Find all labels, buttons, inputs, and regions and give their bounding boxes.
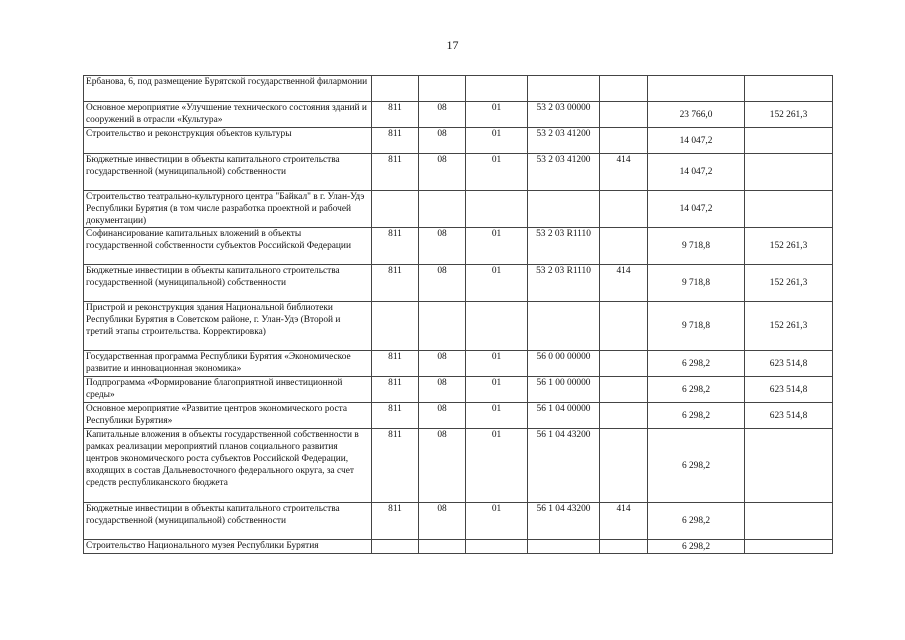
article-code <box>528 540 600 554</box>
section-code <box>419 302 466 351</box>
table-row <box>84 102 833 128</box>
row-name: Строительство театрально-культурного центра "Байкал" в г. Улан-Удэ Республики Бурятия (в том числе разработка проектной и рабочей документации) <box>84 191 372 228</box>
amount-1: 6 298,2 <box>648 540 745 554</box>
table-row <box>84 503 833 540</box>
row-name: Строительство Национального музея Республики Бурятия <box>84 540 372 554</box>
expense-type-code <box>600 302 648 351</box>
row-name: Основное мероприятие «Развитие центров экономического роста Республики Бурятия» <box>84 403 372 429</box>
ministry-code <box>372 76 419 102</box>
ministry-code: 811 <box>372 429 419 503</box>
section-code: 08 <box>419 351 466 377</box>
amount-2 <box>745 540 833 554</box>
subsection-code: 01 <box>466 128 528 154</box>
table-row <box>84 351 833 377</box>
table-row <box>84 403 833 429</box>
expense-type-code <box>600 540 648 554</box>
expense-type-code <box>600 403 648 429</box>
amount-2: 152 261,3 <box>745 302 833 351</box>
table-row <box>84 302 833 351</box>
section-code: 08 <box>419 377 466 403</box>
table-row <box>84 128 833 154</box>
amount-2 <box>745 429 833 503</box>
article-code: 53 2 03 41200 <box>528 154 600 191</box>
subsection-code <box>466 191 528 228</box>
budget-table <box>83 75 833 554</box>
section-code: 08 <box>419 265 466 302</box>
section-code <box>419 191 466 228</box>
table-row <box>84 191 833 228</box>
ministry-code: 811 <box>372 265 419 302</box>
row-name: Бюджетные инвестиции в объекты капитального строительства государственной (муниципальной) собственности <box>84 265 372 302</box>
amount-1: 6 298,2 <box>648 403 745 429</box>
row-name: Государственная программа Республики Бурятия «Экономическое развитие и инновационная экономика» <box>84 351 372 377</box>
table-row <box>84 540 833 554</box>
amount-2 <box>745 154 833 191</box>
ministry-code: 811 <box>372 351 419 377</box>
amount-2 <box>745 503 833 540</box>
expense-type-code <box>600 76 648 102</box>
amount-1: 6 298,2 <box>648 377 745 403</box>
article-code: 56 1 04 43200 <box>528 503 600 540</box>
ministry-code: 811 <box>372 128 419 154</box>
article-code: 56 1 04 00000 <box>528 403 600 429</box>
article-code: 56 1 04 43200 <box>528 429 600 503</box>
table-row <box>84 429 833 503</box>
table-row <box>84 76 833 102</box>
subsection-code: 01 <box>466 154 528 191</box>
subsection-code: 01 <box>466 102 528 128</box>
ministry-code: 811 <box>372 377 419 403</box>
amount-1: 14 047,2 <box>648 191 745 228</box>
expense-type-code <box>600 377 648 403</box>
amount-2: 623 514,8 <box>745 377 833 403</box>
section-code: 08 <box>419 228 466 265</box>
amount-1: 14 047,2 <box>648 154 745 191</box>
amount-1: 6 298,2 <box>648 429 745 503</box>
subsection-code: 01 <box>466 403 528 429</box>
expense-type-code <box>600 429 648 503</box>
subsection-code <box>466 76 528 102</box>
subsection-code: 01 <box>466 429 528 503</box>
section-code: 08 <box>419 403 466 429</box>
article-code: 53 2 03 R1110 <box>528 265 600 302</box>
row-name: Бюджетные инвестиции в объекты капитального строительства государственной (муниципальной) собственности <box>84 154 372 191</box>
section-code: 08 <box>419 429 466 503</box>
section-code: 08 <box>419 503 466 540</box>
amount-2 <box>745 191 833 228</box>
article-code <box>528 302 600 351</box>
article-code: 53 2 03 R1110 <box>528 228 600 265</box>
expense-type-code <box>600 228 648 265</box>
amount-2: 152 261,3 <box>745 228 833 265</box>
expense-type-code: 414 <box>600 154 648 191</box>
row-name: Пристрой и реконструкция здания Национальной библиотеки Республики Бурятия в Советском районе, г. Улан-Удэ (Второй и третий этапы строительства. Корректировка) <box>84 302 372 351</box>
table-row <box>84 265 833 302</box>
page-number: 17 <box>446 38 459 52</box>
section-code <box>419 76 466 102</box>
subsection-code: 01 <box>466 265 528 302</box>
ministry-code: 811 <box>372 503 419 540</box>
row-name: Ербанова, 6, под размещение Бурятской государственной филармонии <box>84 76 372 102</box>
section-code <box>419 540 466 554</box>
row-name: Подпрограмма «Формирование благоприятной инвестиционной среды» <box>84 377 372 403</box>
row-name: Капитальные вложения в объекты государственной собственности в рамках реализации мероприятий планов социального развития центров экономического роста субъектов Российской Федерации, входящих в состав Дальневосточного федерального округа, за счет средств республиканского бюджета <box>84 429 372 503</box>
ministry-code: 811 <box>372 228 419 265</box>
ministry-code: 811 <box>372 154 419 191</box>
subsection-code: 01 <box>466 503 528 540</box>
subsection-code: 01 <box>466 377 528 403</box>
expense-type-code <box>600 128 648 154</box>
article-code: 56 0 00 00000 <box>528 351 600 377</box>
section-code: 08 <box>419 102 466 128</box>
expense-type-code <box>600 351 648 377</box>
amount-1: 9 718,8 <box>648 302 745 351</box>
article-code: 56 1 00 00000 <box>528 377 600 403</box>
ministry-code <box>372 191 419 228</box>
expense-type-code: 414 <box>600 503 648 540</box>
ministry-code: 811 <box>372 102 419 128</box>
subsection-code: 01 <box>466 228 528 265</box>
table-row <box>84 154 833 191</box>
row-name: Бюджетные инвестиции в объекты капитального строительства государственной (муниципальной) собственности <box>84 503 372 540</box>
subsection-code: 01 <box>466 351 528 377</box>
amount-2: 152 261,3 <box>745 265 833 302</box>
article-code: 53 2 03 00000 <box>528 102 600 128</box>
amount-2 <box>745 128 833 154</box>
expense-type-code: 414 <box>600 265 648 302</box>
article-code: 53 2 03 41200 <box>528 128 600 154</box>
ministry-code <box>372 540 419 554</box>
ministry-code: 811 <box>372 403 419 429</box>
amount-1: 6 298,2 <box>648 503 745 540</box>
amount-2: 152 261,3 <box>745 102 833 128</box>
expense-type-code <box>600 102 648 128</box>
subsection-code <box>466 302 528 351</box>
row-name: Строительство и реконструкция объектов культуры <box>84 128 372 154</box>
amount-2: 623 514,8 <box>745 403 833 429</box>
row-name: Основное мероприятие «Улучшение технического состояния зданий и сооружений в отрасли «Культура» <box>84 102 372 128</box>
table-row <box>84 228 833 265</box>
amount-1: 9 718,8 <box>648 228 745 265</box>
amount-1: 6 298,2 <box>648 351 745 377</box>
ministry-code <box>372 302 419 351</box>
amount-2: 623 514,8 <box>745 351 833 377</box>
amount-1: 9 718,8 <box>648 265 745 302</box>
section-code: 08 <box>419 154 466 191</box>
expense-type-code <box>600 191 648 228</box>
subsection-code <box>466 540 528 554</box>
article-code <box>528 76 600 102</box>
amount-1: 14 047,2 <box>648 128 745 154</box>
amount-1: 23 766,0 <box>648 102 745 128</box>
section-code: 08 <box>419 128 466 154</box>
row-name: Софинансирование капитальных вложений в объекты государственной собственности субъектов Российской Федерации <box>84 228 372 265</box>
table-row <box>84 377 833 403</box>
article-code <box>528 191 600 228</box>
amount-1 <box>648 76 745 102</box>
amount-2 <box>745 76 833 102</box>
